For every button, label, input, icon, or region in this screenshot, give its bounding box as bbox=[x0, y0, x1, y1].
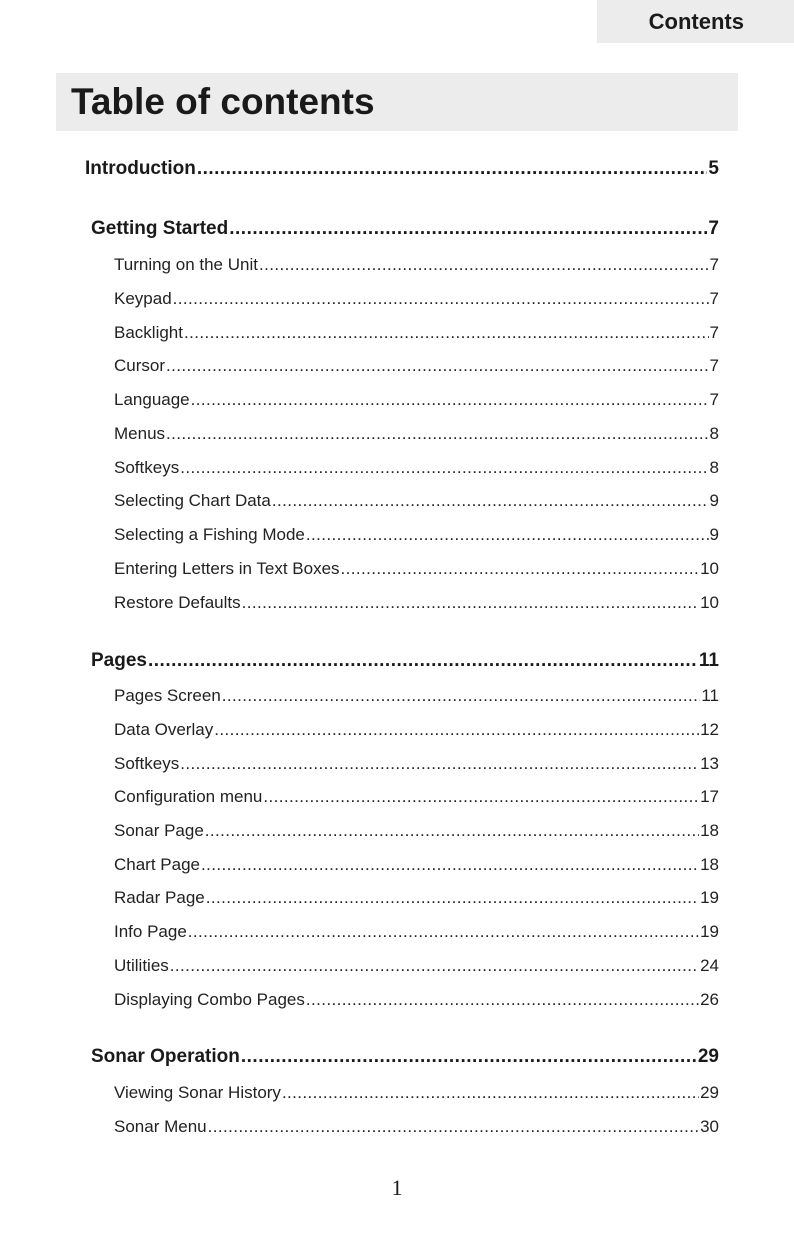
toc-entry-page: 17 bbox=[700, 787, 719, 806]
toc-entry-page: 8 bbox=[709, 424, 719, 443]
toc-entry-introduction[interactable] bbox=[85, 158, 719, 180]
toc-entry-getting-started[interactable] bbox=[91, 218, 719, 240]
toc-entry-softkeys-2[interactable] bbox=[114, 754, 719, 774]
toc-entry-page: 7 bbox=[708, 218, 719, 239]
toc-entry-page: 24 bbox=[700, 956, 719, 975]
page-number: 1 bbox=[391, 1175, 403, 1200]
toc-entry-page: 29 bbox=[700, 1083, 719, 1102]
toc-entry-page: 7 bbox=[709, 356, 719, 375]
toc-leader bbox=[259, 255, 709, 275]
toc-entry-page: 9 bbox=[709, 491, 719, 510]
toc-entry-title: Cursor bbox=[114, 356, 166, 375]
toc-entry-page: 5 bbox=[708, 158, 719, 179]
toc-entry-title: Data Overlay bbox=[114, 720, 214, 739]
toc-entry-title: Restore Defaults bbox=[114, 593, 241, 612]
toc-entry-title: Softkeys bbox=[114, 754, 180, 773]
toc-leader bbox=[282, 1083, 699, 1103]
toc-entry-title: Sonar Menu bbox=[114, 1117, 207, 1136]
toc-entry-title: Sonar Operation bbox=[91, 1046, 240, 1067]
toc-entry-page: 7 bbox=[709, 323, 719, 342]
toc-entry-title: Selecting Chart Data bbox=[114, 491, 271, 510]
toc-entry-page: 10 bbox=[700, 593, 719, 612]
toc-entry-pages-screen[interactable] bbox=[114, 686, 719, 706]
toc-entry-title: Sonar Page bbox=[114, 821, 204, 840]
toc-entry-displaying-combo-pages[interactable] bbox=[114, 990, 719, 1010]
toc-entry-page: 7 bbox=[709, 289, 719, 308]
toc-entry-page: 9 bbox=[709, 525, 719, 544]
toc-entry-page: 30 bbox=[700, 1117, 719, 1136]
toc-entry-page: 8 bbox=[709, 458, 719, 477]
toc-entry-language[interactable] bbox=[114, 390, 719, 410]
toc-leader bbox=[341, 559, 700, 579]
toc-leader bbox=[188, 922, 699, 942]
toc-leader bbox=[148, 650, 698, 672]
toc-entry-softkeys[interactable] bbox=[114, 458, 719, 478]
toc-entry-restore-defaults[interactable] bbox=[114, 593, 719, 613]
toc-entry-title: Radar Page bbox=[114, 888, 205, 907]
toc-entry-title: Configuration menu bbox=[114, 787, 263, 806]
toc-entry-page: 10 bbox=[700, 559, 719, 578]
toc-entry-sonar-operation[interactable] bbox=[91, 1046, 719, 1068]
toc-entry-title: Utilities bbox=[114, 956, 169, 975]
toc-entry-page: 13 bbox=[700, 754, 719, 773]
toc-leader bbox=[205, 821, 699, 841]
page-title: Table of contents bbox=[71, 81, 375, 122]
toc-entry-backlight[interactable] bbox=[114, 323, 719, 343]
toc-entry-title: Softkeys bbox=[114, 458, 180, 477]
toc-entry-page: 19 bbox=[700, 888, 719, 907]
toc-entry-title: Introduction bbox=[85, 158, 196, 179]
toc-entry-title: Selecting a Fishing Mode bbox=[114, 525, 305, 544]
toc-entry-viewing-sonar-history[interactable] bbox=[114, 1083, 719, 1103]
toc-leader bbox=[306, 990, 699, 1010]
toc-entry-title: Language bbox=[114, 390, 190, 409]
toc-entry-turning-on-the-unit[interactable] bbox=[114, 255, 719, 275]
toc-entry-title: Viewing Sonar History bbox=[114, 1083, 281, 1102]
toc-leader bbox=[208, 1117, 699, 1137]
toc-entry-title: Keypad bbox=[114, 289, 172, 308]
toc-entry-chart-page[interactable] bbox=[114, 855, 719, 875]
toc-entry-pages[interactable] bbox=[91, 650, 719, 672]
toc-leader bbox=[191, 390, 709, 410]
toc-leader bbox=[166, 356, 709, 376]
toc-entry-sonar-page[interactable] bbox=[114, 821, 719, 841]
toc-leader bbox=[201, 855, 699, 875]
title-band bbox=[56, 73, 738, 131]
toc-leader bbox=[170, 956, 699, 976]
toc-entry-page: 18 bbox=[700, 855, 719, 874]
toc-entry-title: Chart Page bbox=[114, 855, 200, 874]
toc-leader bbox=[242, 593, 699, 613]
toc-leader bbox=[184, 323, 709, 343]
toc-entry-selecting-chart-data[interactable] bbox=[114, 491, 719, 511]
toc-leader bbox=[173, 289, 709, 309]
toc-entry-page: 12 bbox=[700, 720, 719, 739]
toc-entry-title: Menus bbox=[114, 424, 166, 443]
toc-entry-configuration-menu[interactable] bbox=[114, 787, 719, 807]
toc-leader bbox=[241, 1046, 697, 1068]
toc-entry-radar-page[interactable] bbox=[114, 888, 719, 908]
toc-entry-title: Turning on the Unit bbox=[114, 255, 258, 274]
toc-leader bbox=[214, 720, 699, 740]
toc-entry-cursor[interactable] bbox=[114, 356, 719, 376]
toc-leader bbox=[206, 888, 699, 908]
toc-entry-title: Pages Screen bbox=[114, 686, 221, 705]
toc-entry-page: 19 bbox=[700, 922, 719, 941]
toc-leader bbox=[229, 218, 707, 240]
toc-entry-data-overlay[interactable] bbox=[114, 720, 719, 740]
toc-leader bbox=[197, 158, 708, 180]
toc-entry-page: 18 bbox=[700, 821, 719, 840]
toc-entry-menus[interactable] bbox=[114, 424, 719, 444]
toc-entry-info-page[interactable] bbox=[114, 922, 719, 942]
toc-entry-page: 7 bbox=[709, 390, 719, 409]
section-tab-label: Contents bbox=[648, 8, 744, 34]
toc-leader bbox=[166, 424, 709, 444]
toc-entry-title: Getting Started bbox=[91, 218, 229, 239]
toc-entry-page: 29 bbox=[697, 1046, 719, 1067]
toc-leader bbox=[306, 525, 709, 545]
toc-leader bbox=[272, 491, 709, 511]
toc-entry-title: Pages bbox=[91, 650, 147, 671]
toc-entry-page: 11 bbox=[701, 686, 719, 705]
toc-entry-page: 26 bbox=[700, 990, 719, 1009]
toc-entry-selecting-a-fishing-mode[interactable] bbox=[114, 525, 719, 545]
toc-entry-page: 11 bbox=[698, 650, 719, 671]
toc-entry-sonar-menu[interactable] bbox=[114, 1117, 719, 1137]
toc-entry-title: Displaying Combo Pages bbox=[114, 990, 305, 1009]
toc-entry-keypad[interactable] bbox=[114, 289, 719, 309]
toc-entry-title: Backlight bbox=[114, 323, 183, 342]
toc-leader bbox=[180, 458, 708, 478]
toc-entry-title: Entering Letters in Text Boxes bbox=[114, 559, 340, 578]
toc-leader bbox=[222, 686, 701, 706]
section-tab bbox=[597, 0, 794, 43]
toc-leader bbox=[180, 754, 699, 774]
toc-entry-utilities[interactable] bbox=[114, 956, 719, 976]
toc-entry-entering-letters[interactable] bbox=[114, 559, 719, 579]
toc-leader bbox=[263, 787, 699, 807]
toc-entry-page: 7 bbox=[709, 255, 719, 274]
toc-entry-title: Info Page bbox=[114, 922, 187, 941]
